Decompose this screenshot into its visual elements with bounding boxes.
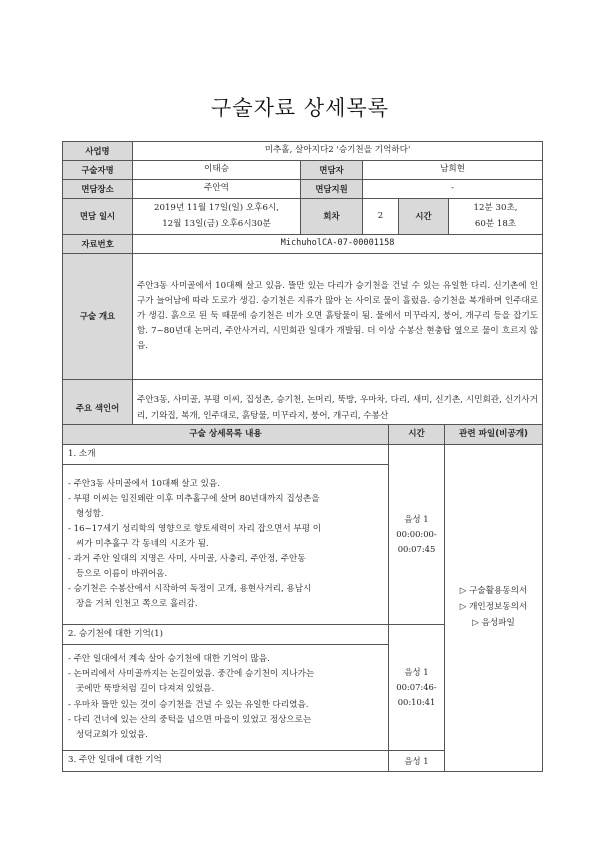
interviewer-label: 면담자 <box>301 161 363 180</box>
section-1-body <box>63 465 389 625</box>
list-item: - 우마차 뜰만 있는 것이 승기천을 건널 수 있는 유일한 다리였음. <box>68 699 309 710</box>
section-2-time <box>389 625 445 751</box>
support-value: - <box>363 180 543 199</box>
time-line: 00:07:45 <box>397 543 436 554</box>
narrator-label: 구술자명 <box>63 161 133 180</box>
date-label: 면담 일시 <box>63 199 133 235</box>
list-item: - 주안3동 사미골에서 10대째 살고 있음. <box>68 478 220 489</box>
place-label: 면담장소 <box>63 180 133 199</box>
section-1-time <box>389 445 445 625</box>
list-item: - 다리 건너에 있는 산의 중턱을 넘으면 마을이 있었고 정상으로는 <box>68 714 312 725</box>
index-label: 주요 색인어 <box>63 380 133 438</box>
section-2-body <box>63 645 389 751</box>
list-item: - 16~17세기 성리학의 영향으로 향토세력이 자리 잡으면서 부평 이 <box>68 523 322 534</box>
list-item: 곳에만 뚝방처럼 길이 다져져 있었음. <box>76 684 215 695</box>
section-2-title: 2. 승기천에 대한 기억(1) <box>63 625 389 645</box>
list-item: - 주안 일대에서 계속 살아 승기천에 대한 기억이 많음. <box>68 654 270 665</box>
date-value <box>133 199 301 235</box>
document-title: 구술자료 상세목록 <box>211 96 389 120</box>
session-label: 회차 <box>301 199 363 235</box>
time-line: 00:00:00- <box>396 529 437 540</box>
list-item: - 부평 이씨는 임진왜란 이후 미추홀구에 살며 80년대까지 집성촌을 <box>68 493 320 504</box>
narrator-value: 이태승 <box>133 161 301 180</box>
list-item: 씨가 미추홀구 각 동네의 시조가 됨. <box>76 538 209 549</box>
list-item: - 논머리에서 사미골까지는 논길이었음. 중간에 승기천이 지나가는 <box>68 669 315 680</box>
time-line: 음성 1 <box>404 514 429 525</box>
info-table <box>62 141 543 438</box>
place-value: 주안역 <box>133 180 301 199</box>
detail-header-time: 시간 <box>389 425 445 445</box>
id-label: 자료번호 <box>63 235 133 254</box>
section-1-title: 1. 소개 <box>63 445 389 465</box>
list-item: 성덕교회가 있었음. <box>76 729 148 740</box>
duration-label: 시간 <box>399 199 449 235</box>
project-label: 사업명 <box>63 142 133 161</box>
section-3-title: 3. 주안 일대에 대한 기억 <box>63 751 389 772</box>
list-item: - 승기천은 수봉산에서 시작하여 독정이 고개, 용현사거리, 용남시 <box>68 584 312 595</box>
date-line-2: 12월 13일(금) 오후6시30분 <box>162 218 271 229</box>
time-line: 00:10:41 <box>397 696 436 707</box>
time-line: 음성 1 <box>404 755 429 766</box>
interviewer-value: 남희현 <box>363 161 543 180</box>
detail-header-files: 관련 파일(비공개) <box>445 425 543 445</box>
duration-line-2: 60분 18초 <box>474 218 517 229</box>
duration-line-1: 12분 30초, <box>473 203 518 214</box>
file-audio: ▷ 음성파일 <box>472 617 515 628</box>
time-line: 음성 1 <box>404 667 429 678</box>
duration-value <box>449 199 543 235</box>
session-value: 2 <box>363 199 399 235</box>
detail-header-content: 구술 상세목록 내용 <box>63 425 389 445</box>
file-privacy-consent: ▷ 개인정보동의서 <box>459 602 528 613</box>
index-text: 주안3동, 사미골, 부평 이씨, 집성촌, 승기천, 논머리, 뚝방, 우마차, 다리, 새미, 신기촌, 시민회관, 신기사거리, 기와집, 복개, 인주대로, 흙탕물, 미꾸라지, 붕어, 개구리, 수봉산 <box>133 380 543 438</box>
section-3-time <box>389 751 445 772</box>
date-line-1: 2019년 11월 17일(일) 오후6시, <box>154 203 279 214</box>
detail-table <box>62 424 543 772</box>
project-value: 미추홀, 살아지다2 '승기천을 기억하다' <box>133 142 543 161</box>
summary-text: 주안3동 사미골에서 10대째 살고 있음. 뜰만 있는 다리가 승기천을 건널 수 있는 유일한 다리. 신기촌에 인구가 늘어남에 따라 도로가 생김. 승기천은 지류가 많아 논 사이로 물이 흘렀음. 승기천을 복개하며 인주대로가 생김. 흙으로 된 둑 때문에 승기천은 비가 오면 흙탕물이 됨. 물에서 미꾸라지, 붕어, 개구리 등을 잡기도 함. 7~80년대 논머리, 주안사거리, 시민회관 일대가 개발됨. 더 이상 수봉산 현충탑 옆으로 물이 흐르지 않음. <box>133 254 543 380</box>
id-value: MichuholCA-07-00001158 <box>133 235 543 254</box>
list-item: 형성함. <box>76 508 104 519</box>
list-item: - 과거 주안 일대의 지명은 사미, 사미골, 사충리, 주안정, 주안동 <box>68 554 306 565</box>
time-line: 00:07:46- <box>396 682 437 693</box>
summary-label: 구술 개요 <box>63 254 133 380</box>
related-files <box>445 445 543 772</box>
file-consent-form: ▷ 구술활용동의서 <box>459 586 528 597</box>
list-item: 장을 거쳐 인천고 쪽으로 흘러감. <box>76 599 198 610</box>
support-label: 면담지원 <box>301 180 363 199</box>
list-item: 등으로 이름이 바뀌어옴. <box>76 569 168 580</box>
